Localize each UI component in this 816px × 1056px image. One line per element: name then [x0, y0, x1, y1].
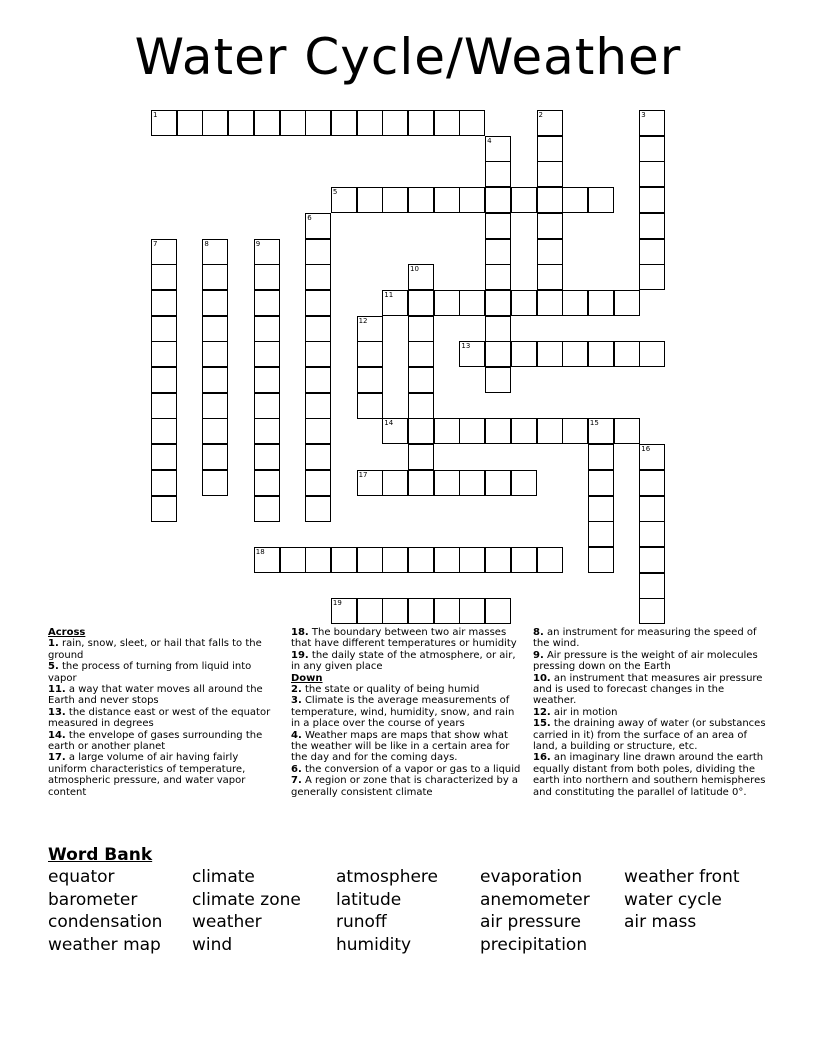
grid-cell[interactable]	[331, 598, 357, 624]
clue-down-12: 12. air in motion	[533, 706, 618, 718]
grid-cell[interactable]	[357, 187, 383, 213]
grid-cell[interactable]	[537, 547, 563, 573]
grid-cell[interactable]	[639, 264, 665, 290]
clue-across-5: 5. the process of turning from liquid into vapor	[48, 661, 252, 684]
grid-cell[interactable]	[511, 470, 537, 496]
grid-cell[interactable]	[459, 547, 485, 573]
grid-cell[interactable]	[254, 316, 280, 342]
grid-cell[interactable]	[357, 470, 383, 496]
grid-cell[interactable]	[485, 547, 511, 573]
word-bank-item: humidity	[336, 934, 412, 955]
word-bank-item: wind	[192, 934, 233, 955]
clue-across-18: 18. The boundary between two air masses that have different temperatures or humidity	[291, 627, 517, 650]
grid-cell[interactable]	[511, 187, 537, 213]
grid-cell[interactable]	[639, 239, 665, 265]
grid-cell[interactable]	[151, 393, 177, 419]
clue-across-17: 17. a large volume of air having fairly uniform characteristics of temperature, atmospheric pressure, and water vapor content	[48, 752, 246, 798]
grid-cell[interactable]	[331, 110, 357, 136]
grid-cell[interactable]	[408, 444, 434, 470]
grid-cell[interactable]	[151, 110, 177, 136]
word-bank-item: weather map	[48, 934, 161, 955]
grid-cell[interactable]	[254, 496, 280, 522]
grid-cell[interactable]	[151, 367, 177, 393]
page-title: Water Cycle/Weather	[134, 28, 682, 86]
clue-number: 15	[589, 419, 599, 428]
grid-cell[interactable]	[408, 264, 434, 290]
grid-cell[interactable]	[382, 598, 408, 624]
clue-across-1: 1. rain, snow, sleet, or hail that falls to the ground	[48, 638, 262, 661]
clue-column-2	[291, 627, 524, 798]
grid-cell[interactable]	[434, 547, 460, 573]
grid-cell[interactable]	[408, 316, 434, 342]
grid-cell[interactable]	[562, 290, 588, 316]
grid-cell[interactable]	[151, 264, 177, 290]
grid-cell[interactable]	[537, 161, 563, 187]
clue-column-3	[533, 627, 769, 798]
grid-cell[interactable]	[202, 470, 228, 496]
grid-cell[interactable]	[202, 418, 228, 444]
grid-cell[interactable]	[485, 367, 511, 393]
grid-cell[interactable]	[639, 110, 665, 136]
grid-cell[interactable]	[254, 110, 280, 136]
word-bank-item: water cycle	[624, 889, 722, 910]
grid-cell[interactable]	[485, 418, 511, 444]
grid-cell[interactable]	[537, 187, 563, 213]
clue-number: 17	[358, 470, 368, 479]
grid-cell[interactable]	[614, 341, 640, 367]
grid-cell[interactable]	[408, 598, 434, 624]
grid-cell[interactable]	[639, 444, 665, 470]
grid-cell[interactable]	[537, 264, 563, 290]
grid-cell[interactable]	[639, 213, 665, 239]
grid-cell[interactable]	[537, 290, 563, 316]
grid-cell[interactable]	[280, 547, 306, 573]
grid-cell[interactable]	[639, 341, 665, 367]
grid-cell[interactable]	[408, 393, 434, 419]
word-bank-item: condensation	[48, 912, 163, 933]
clue-number: 1	[153, 111, 158, 119]
grid-cell[interactable]	[511, 341, 537, 367]
grid-cell[interactable]	[434, 110, 460, 136]
grid-cell[interactable]	[485, 316, 511, 342]
grid-cell[interactable]	[305, 547, 331, 573]
grid-cell[interactable]	[202, 239, 228, 265]
grid-cell[interactable]	[408, 187, 434, 213]
grid-cell[interactable]	[434, 290, 460, 316]
grid-cell[interactable]	[639, 161, 665, 187]
clue-across-19: 19. the daily state of the atmosphere, or air, in any given place	[291, 649, 516, 673]
grid-cell[interactable]	[485, 598, 511, 624]
grid-cell[interactable]	[357, 367, 383, 393]
grid-cell[interactable]	[639, 598, 665, 624]
grid-cell[interactable]	[305, 110, 331, 136]
clue-down-15: 15. the draining away of water (or substances carried in it) from the surface of an area of land, a building or structure, etc.	[533, 718, 766, 753]
grid-cell[interactable]	[639, 187, 665, 213]
grid-cell[interactable]	[254, 367, 280, 393]
word-bank-item: latitude	[336, 889, 402, 910]
grid-cell[interactable]	[588, 470, 614, 496]
grid-cell[interactable]	[434, 470, 460, 496]
grid-cell[interactable]	[408, 470, 434, 496]
grid-cell[interactable]	[202, 316, 228, 342]
grid-cell[interactable]	[588, 521, 614, 547]
grid-cell[interactable]	[151, 444, 177, 470]
grid-cell[interactable]	[151, 316, 177, 342]
word-bank-item: weather	[192, 912, 262, 933]
grid-cell[interactable]	[305, 496, 331, 522]
grid-cell[interactable]	[254, 418, 280, 444]
grid-cell[interactable]	[151, 418, 177, 444]
grid-cell[interactable]	[254, 470, 280, 496]
grid-cell[interactable]	[305, 213, 331, 239]
grid-cell[interactable]	[228, 110, 254, 136]
word-bank-item: barometer	[48, 889, 138, 910]
grid-cell[interactable]	[511, 290, 537, 316]
clue-number: 2	[538, 111, 543, 119]
word-bank-item: weather front	[624, 867, 740, 887]
grid-cell[interactable]	[459, 187, 485, 213]
grid-cell[interactable]	[639, 496, 665, 522]
grid-cell[interactable]	[537, 136, 563, 162]
word-bank-item: air mass	[624, 912, 697, 933]
clue-down-10: 10. an instrument that measures air pressure and is used to forecast changes in the weather.	[533, 672, 763, 707]
grid-cell[interactable]	[254, 341, 280, 367]
grid-cell[interactable]	[382, 418, 408, 444]
grid-cell[interactable]	[202, 367, 228, 393]
grid-cell[interactable]	[280, 110, 306, 136]
word-bank-item: air pressure	[480, 912, 581, 933]
clue-number: 6	[307, 213, 312, 222]
grid-cell[interactable]	[485, 187, 511, 213]
word-bank-item: climate zone	[192, 889, 301, 910]
clue-down-2: 2. the state or quality of being humid	[291, 684, 480, 696]
grid-cell[interactable]	[254, 393, 280, 419]
grid-cell[interactable]	[588, 547, 614, 573]
grid-cell[interactable]	[254, 239, 280, 265]
clue-down-7: 7. A region or zone that is characterized by a generally consistent climate	[291, 775, 519, 798]
grid-cell[interactable]	[485, 290, 511, 316]
grid-cell[interactable]	[305, 341, 331, 367]
grid-cell[interactable]	[537, 341, 563, 367]
grid-cell[interactable]	[588, 444, 614, 470]
grid-cell[interactable]	[177, 110, 203, 136]
grid-cell[interactable]	[151, 290, 177, 316]
grid-cell[interactable]	[562, 341, 588, 367]
grid-cell[interactable]	[562, 418, 588, 444]
grid-cell[interactable]	[305, 367, 331, 393]
word-bank-item: equator	[48, 867, 115, 887]
grid-cell[interactable]	[459, 290, 485, 316]
word-bank-item: climate	[192, 867, 255, 887]
clue-number: 4	[487, 136, 492, 145]
grid-cell[interactable]	[331, 187, 357, 213]
grid-cell[interactable]	[537, 213, 563, 239]
grid-cell[interactable]	[202, 444, 228, 470]
grid-cell[interactable]	[305, 418, 331, 444]
grid-cell[interactable]	[639, 521, 665, 547]
grid-cell[interactable]	[459, 418, 485, 444]
grid-cell[interactable]	[485, 341, 511, 367]
clue-down-8: 8. an instrument for measuring the speed of the wind.	[533, 627, 757, 650]
word-bank-item: precipitation	[480, 934, 588, 955]
grid-cell[interactable]	[588, 341, 614, 367]
clue-number: 7	[153, 239, 158, 248]
grid-cell[interactable]	[485, 470, 511, 496]
grid-cell[interactable]	[459, 110, 485, 136]
grid-cell[interactable]	[151, 496, 177, 522]
grid-cell[interactable]	[357, 341, 383, 367]
clue-number: 8	[204, 239, 209, 248]
grid-cell[interactable]	[357, 393, 383, 419]
grid-cell[interactable]	[459, 598, 485, 624]
clue-down-16: 16. an imaginary line drawn around the earth equally distant from both poles, dividing the earth into northern and southern hemispheres and constituting the parallel of latitude 0°.	[533, 752, 766, 798]
grid-cell[interactable]	[485, 239, 511, 265]
grid-cell[interactable]	[382, 470, 408, 496]
grid-cell[interactable]	[305, 470, 331, 496]
grid-cell[interactable]	[485, 264, 511, 290]
word-bank-heading: Word Bank	[48, 845, 153, 865]
down-heading: Down	[291, 672, 323, 684]
word-bank-item: atmosphere	[336, 867, 438, 887]
clue-down-4: 4. Weather maps are maps that show what the weather will be like in a certain area for the day and for the coming days.	[291, 729, 510, 764]
grid-cell[interactable]	[202, 264, 228, 290]
grid-cell[interactable]	[331, 547, 357, 573]
clue-number: 16	[641, 445, 651, 454]
clue-across-14: 14. the envelope of gases surrounding the earth or another planet	[48, 729, 263, 753]
clue-number: 12	[358, 316, 368, 325]
grid-cell[interactable]	[511, 418, 537, 444]
grid-cell[interactable]	[151, 341, 177, 367]
grid-cell[interactable]	[254, 444, 280, 470]
grid-cell[interactable]	[305, 290, 331, 316]
grid-cell[interactable]	[305, 393, 331, 419]
grid-cell[interactable]	[485, 136, 511, 162]
clue-across-11: 11. a way that water moves all around the Earth and never stops	[48, 684, 263, 707]
grid-cell[interactable]	[434, 598, 460, 624]
grid-cell[interactable]	[202, 110, 228, 136]
clue-number: 14	[384, 419, 394, 428]
grid-cell[interactable]	[408, 367, 434, 393]
grid-cell[interactable]	[639, 470, 665, 496]
clue-number: 19	[332, 599, 342, 608]
grid-cell[interactable]	[537, 239, 563, 265]
grid-cell[interactable]	[562, 187, 588, 213]
grid-cell[interactable]	[408, 418, 434, 444]
clue-across-13: 13. the distance east or west of the equator measured in degrees	[48, 706, 271, 730]
word-bank-item: runoff	[336, 912, 387, 933]
grid-cell[interactable]	[357, 598, 383, 624]
grid-cell[interactable]	[151, 470, 177, 496]
word-bank-item: evaporation	[480, 867, 583, 887]
grid-cell[interactable]	[639, 136, 665, 162]
grid-cell[interactable]	[408, 341, 434, 367]
grid-cell[interactable]	[382, 187, 408, 213]
grid-cell[interactable]	[382, 290, 408, 316]
clue-number: 10	[410, 265, 419, 274]
grid-cell[interactable]	[485, 213, 511, 239]
grid-cell[interactable]	[588, 418, 614, 444]
grid-cell[interactable]	[254, 547, 280, 573]
grid-cell[interactable]	[202, 341, 228, 367]
clue-number: 18	[255, 547, 265, 556]
grid-cell[interactable]	[537, 418, 563, 444]
grid-cell[interactable]	[434, 418, 460, 444]
clue-down-9: 9. Air pressure is the weight of air molecules pressing down on the Earth	[533, 649, 758, 673]
grid-cell[interactable]	[382, 110, 408, 136]
grid-cell[interactable]	[254, 264, 280, 290]
grid-cell[interactable]	[434, 187, 460, 213]
clue-down-3: 3. Climate is the average measurements of temperature, wind, humidity, snow, and rain in a place over the course of years	[291, 695, 515, 730]
grid-cell[interactable]	[588, 187, 614, 213]
clue-number: 3	[641, 111, 646, 119]
word-bank	[48, 867, 768, 957]
clue-number: 9	[255, 239, 261, 248]
grid-cell[interactable]	[254, 290, 280, 316]
grid-cell[interactable]	[305, 316, 331, 342]
grid-cell[interactable]	[614, 418, 640, 444]
grid-cell[interactable]	[305, 264, 331, 290]
grid-cell[interactable]	[614, 290, 640, 316]
grid-cell[interactable]	[639, 547, 665, 573]
grid-cell[interactable]	[305, 239, 331, 265]
grid-cell[interactable]	[202, 290, 228, 316]
grid-cell[interactable]	[202, 393, 228, 419]
grid-cell[interactable]	[305, 444, 331, 470]
word-bank-item: anemometer	[480, 889, 590, 910]
grid-cell[interactable]	[357, 316, 383, 342]
clue-number: 11	[384, 290, 394, 299]
grid-cell[interactable]	[408, 547, 434, 573]
clue-number: 5	[332, 188, 338, 197]
grid-cell[interactable]	[408, 290, 434, 316]
clue-column-1	[48, 627, 280, 798]
grid-cell[interactable]	[382, 547, 408, 573]
grid-cell[interactable]	[537, 110, 563, 136]
grid-cell[interactable]	[408, 110, 434, 136]
grid-cell[interactable]	[151, 239, 177, 265]
grid-cell[interactable]	[588, 290, 614, 316]
grid-cell[interactable]	[357, 547, 383, 573]
clue-down-6: 6. the conversion of a vapor or gas to a liquid	[291, 763, 521, 775]
grid-cell[interactable]	[588, 496, 614, 522]
across-heading: Across	[48, 627, 86, 638]
grid-cell[interactable]	[485, 161, 511, 187]
grid-cell[interactable]	[459, 470, 485, 496]
grid-cell[interactable]	[639, 573, 665, 599]
grid-cell[interactable]	[357, 110, 383, 136]
clue-number: 13	[461, 342, 471, 351]
grid-cell[interactable]	[459, 341, 485, 367]
grid-cell[interactable]	[511, 547, 537, 573]
